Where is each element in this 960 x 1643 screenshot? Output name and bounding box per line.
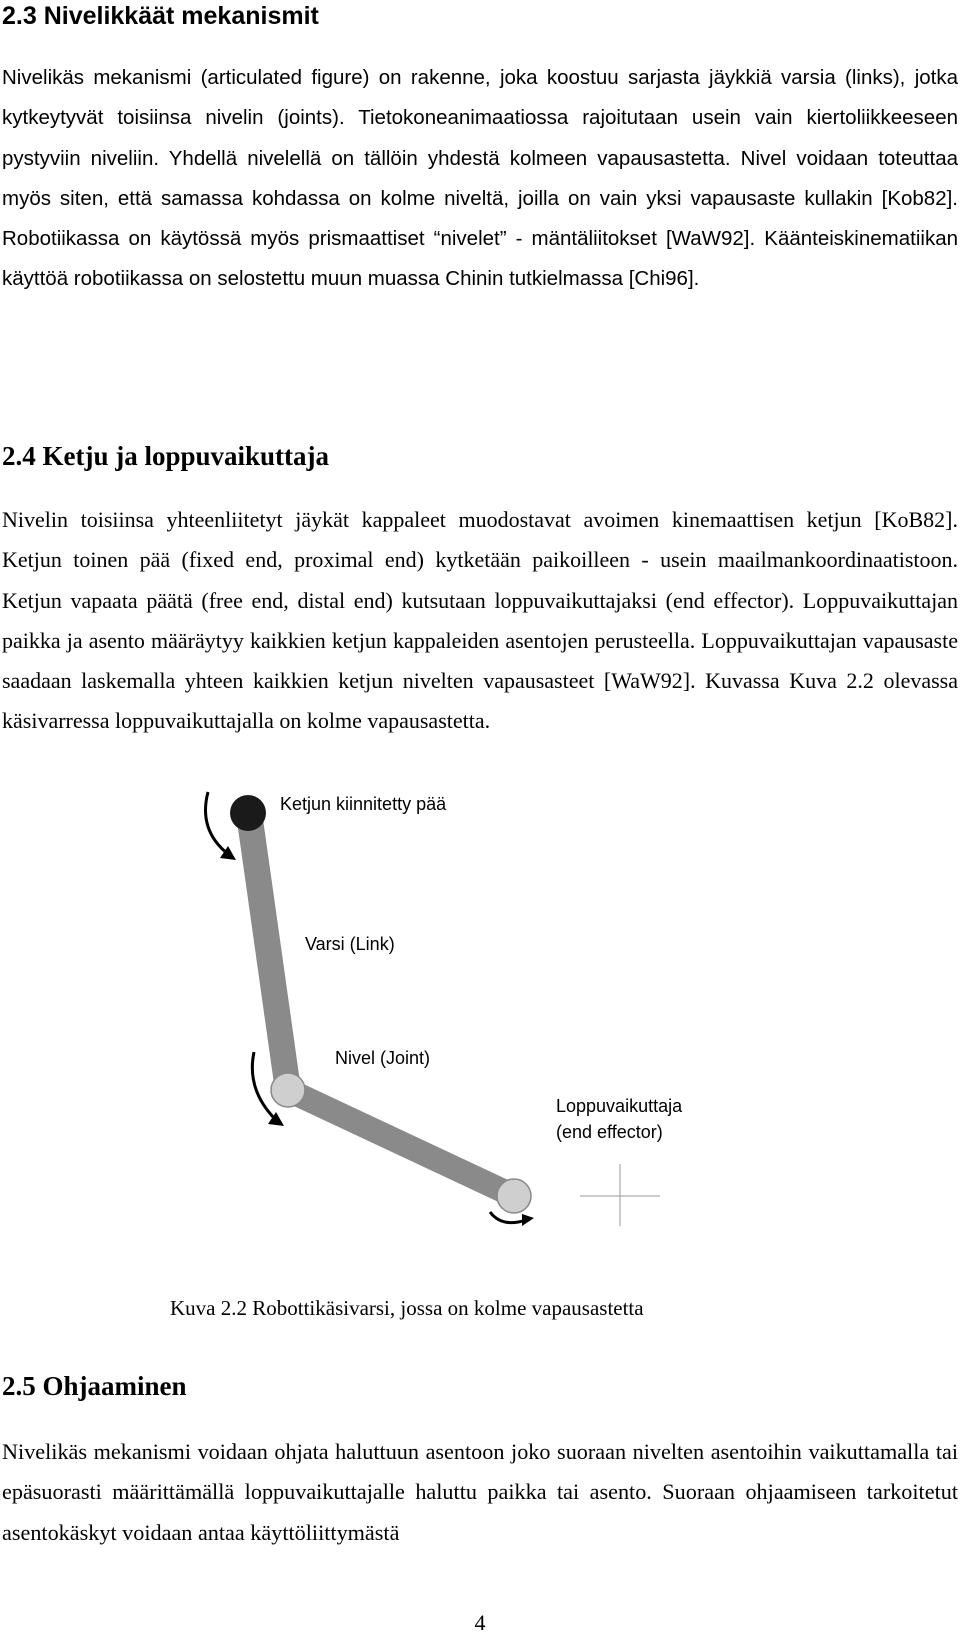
end-joint (497, 1179, 531, 1213)
link-upper-main (248, 813, 288, 1090)
section-heading-2-4: 2.4 Ketju ja loppuvaikuttaja (2, 441, 330, 471)
robot-arm-diagram (180, 780, 800, 1240)
rotation-arrowhead-effector (522, 1214, 534, 1226)
label-fixed-end: Ketjun kiinnitetty pää (280, 794, 447, 814)
label-effector-line1: Loppuvaikuttaja (556, 1096, 683, 1116)
rotation-arrow-fixed-end (206, 792, 229, 854)
link-lower (288, 1090, 514, 1196)
robot-arm-figure (180, 780, 800, 1240)
section-2-4-paragraph: Nivelin toisiinsa yhteenliitetyt jäykät kappaleet muodostavat avoimen kinemaattisen ketjun [KoB82]. Ketjun toinen pää (fixed end, proximal end) kytketään paikoilleen - usein maailmankoordinaatistoon. Ketjun vapaata päätä (free end, distal end) kutsutaan loppuvaikuttajaksi (end effector). Loppuvaikuttajan paikka ja asento määräytyy kaikkien ketjun kappaleiden asentojen perusteella. Loppuvaikuttajan vapausaste saadaan laskemalla yhteen kaikkien ketjun nivelten vapausasteet [WaW92]. Kuvassa Kuva 2.2 olevassa käsivarressa loppuvaikuttajalla on kolme vapausastetta. (2, 507, 958, 734)
section-heading-2-5: 2.5 Ohjaaminen (2, 1371, 187, 1401)
section-heading-2-3: 2.3 Nivelikkäät mekanismit (2, 2, 319, 30)
page-number: 4 (474, 1610, 486, 1635)
rotation-arrow-effector (490, 1212, 526, 1223)
section-2-3-paragraph: Nivelikäs mekanismi (articulated figure) on rakenne, joka koostuu sarjasta jäykkiä varsia (links), jotka kytkeytyvät toisiinsa nivelin (joints). Tietokoneanimaatiossa rajoitutaan usein vain kiertoliikkeeseen pystyviin niveliin. Yhdellä nivelellä on tällöin yhdestä kolmeen vapausastetta. Nivel voidaan toteuttaa myös siten, että samassa kohdassa on kolme niveltä, joilla on vain yksi vapausaste kullakin [Kob82]. Robotiikassa on käytössä myös prismaattiset “nivelet” - mäntäliitokset [WaW92]. Käänteiskinematiikan käyttöä robotiikassa on selostettu muun muassa Chinin tutkielmassa [Chi96]. (2, 66, 958, 291)
label-joint: Nivel (Joint) (335, 1048, 431, 1068)
label-link: Varsi (Link) (305, 934, 395, 954)
label-effector-line2: (end effector) (556, 1122, 663, 1142)
fixed-end-joint (230, 795, 266, 831)
section-2-5-paragraph: Nivelikäs mekanismi voidaan ohjata haluttuun asentoon joko suoraan nivelten asentoihin vaikuttamalla tai epäsuorasti määrittämällä loppuvaikuttajalle haluttu paikka tai asento. Suoraan ohjaamiseen tarkoitetut asentokäskyt voidaan antaa käyttöliittymästä (2, 1439, 958, 1545)
figure-caption: Kuva 2.2 Robottikäsivarsi, jossa on kolme vapausastetta (170, 1296, 644, 1320)
middle-joint (271, 1073, 305, 1107)
